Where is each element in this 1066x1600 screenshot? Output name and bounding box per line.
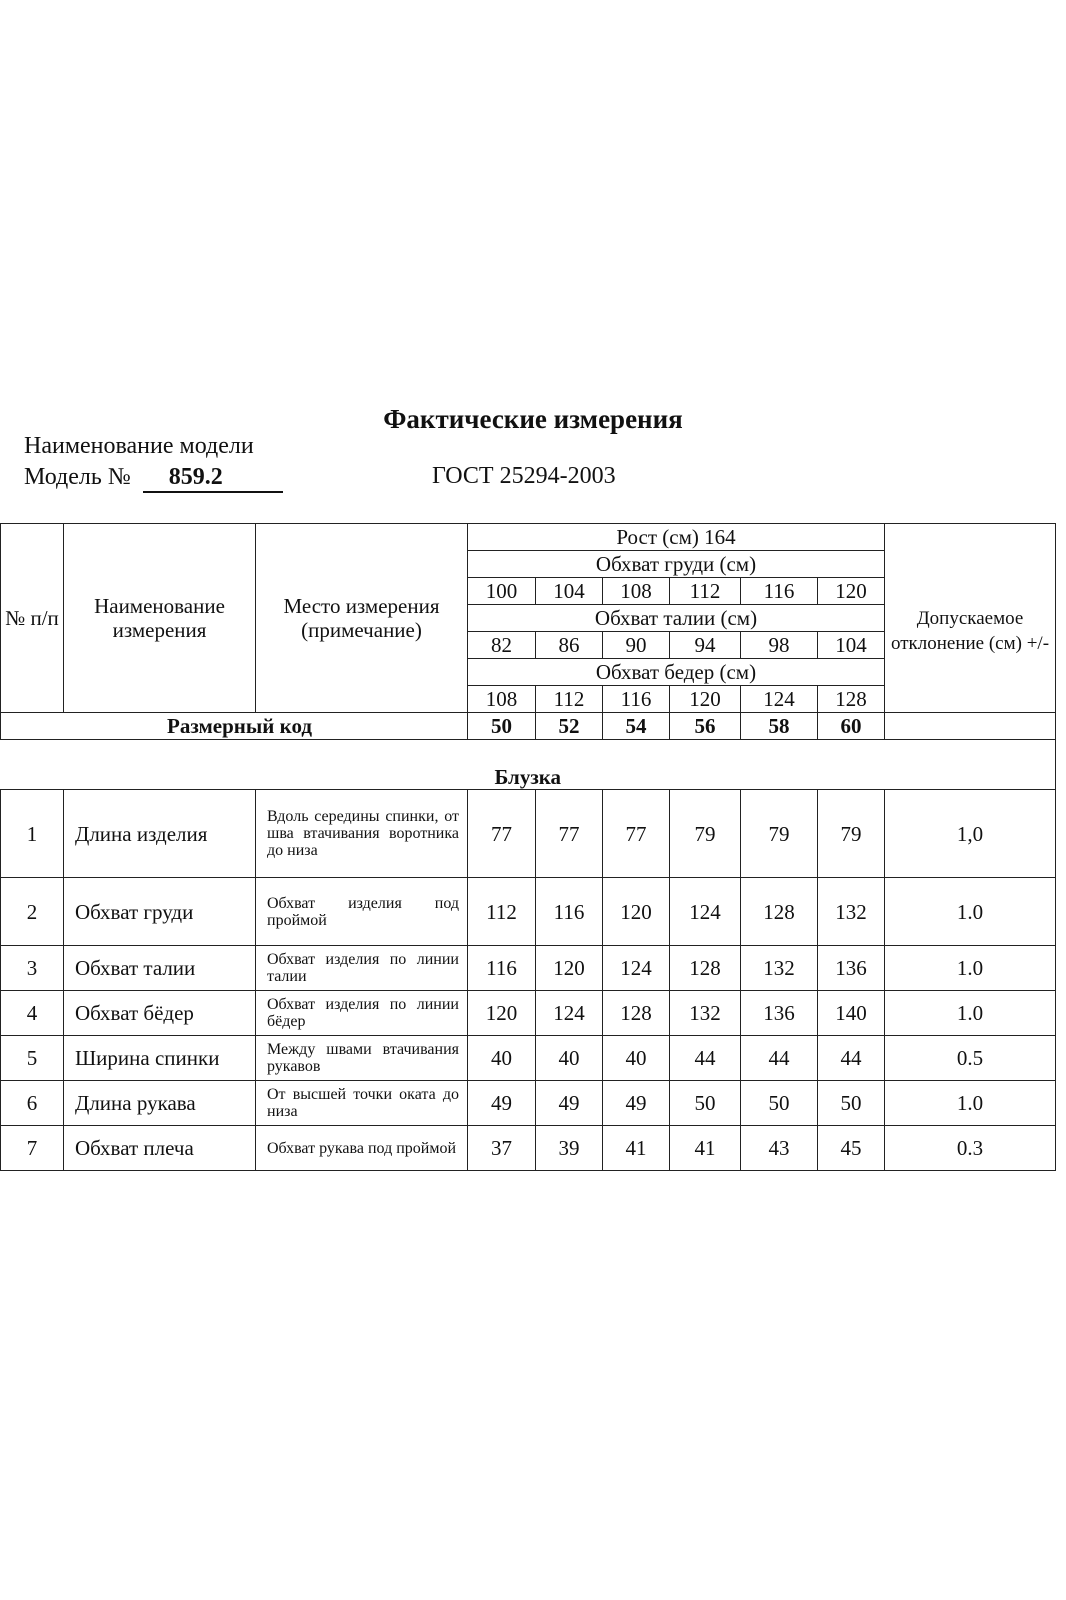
row-value: 44 (818, 1036, 885, 1081)
row-value: 77 (536, 790, 603, 878)
row-value: 44 (670, 1036, 741, 1081)
measurements-table (0, 523, 1056, 1171)
row-value: 140 (818, 991, 885, 1036)
row-value: 41 (603, 1126, 670, 1171)
waist-size: 90 (603, 632, 670, 659)
row-name: Обхват талии (64, 946, 256, 991)
row-value: 49 (603, 1081, 670, 1126)
chest-size: 104 (536, 578, 603, 605)
chest-size: 116 (741, 578, 818, 605)
table-row (1, 1126, 1056, 1171)
row-tolerance: 1,0 (885, 790, 1056, 878)
header-place: Место измерения (примечание) (256, 524, 468, 713)
page-title: Фактические измерения (383, 404, 683, 434)
chest-size: 112 (670, 578, 741, 605)
model-number: 859.2 (143, 463, 283, 493)
row-note: Обхват изделия по линии талии (256, 946, 468, 991)
row-value: 39 (536, 1126, 603, 1171)
hips-size: 116 (603, 686, 670, 713)
section-title: Блузка (1, 740, 1056, 790)
row-value: 124 (536, 991, 603, 1036)
table-row (1, 878, 1056, 946)
row-value: 124 (603, 946, 670, 991)
row-note: Обхват изделия под проймой (256, 878, 468, 946)
chest-size: 100 (468, 578, 536, 605)
gost-standard: ГОСТ 25294-2003 (432, 463, 616, 489)
row-tolerance: 1.0 (885, 946, 1056, 991)
size-code: 58 (741, 713, 818, 740)
row-tolerance: 0.5 (885, 1036, 1056, 1081)
row-name: Ширина спинки (64, 1036, 256, 1081)
size-code: 56 (670, 713, 741, 740)
row-num: 7 (1, 1126, 64, 1171)
row-tolerance: 1.0 (885, 878, 1056, 946)
row-value: 136 (741, 991, 818, 1036)
row-name: Длина изделия (64, 790, 256, 878)
row-value: 40 (536, 1036, 603, 1081)
row-num: 4 (1, 991, 64, 1036)
header-waist-label: Обхват талии (см) (468, 605, 885, 632)
row-value: 116 (536, 878, 603, 946)
size-code: 54 (603, 713, 670, 740)
row-tolerance: 1.0 (885, 991, 1056, 1036)
row-value: 41 (670, 1126, 741, 1171)
row-note: Обхват рукава под проймой (256, 1126, 468, 1171)
row-value: 132 (741, 946, 818, 991)
row-value: 128 (603, 991, 670, 1036)
row-value: 49 (536, 1081, 603, 1126)
row-value: 50 (741, 1081, 818, 1126)
header-tolerance: Допускаемое отклонение (см) +/- (885, 551, 1056, 713)
model-name-label: Наименование модели (24, 433, 254, 459)
row-value: 50 (670, 1081, 741, 1126)
row-value: 132 (670, 991, 741, 1036)
row-note: Вдоль середины спинки, от шва втачивания воротника до низа (256, 790, 468, 878)
row-num: 1 (1, 790, 64, 878)
chest-size: 120 (818, 578, 885, 605)
row-num: 5 (1, 1036, 64, 1081)
row-value: 79 (818, 790, 885, 878)
row-name: Обхват груди (64, 878, 256, 946)
row-note: Обхват изделия по линии бёдер (256, 991, 468, 1036)
table-row (1, 946, 1056, 991)
row-value: 79 (741, 790, 818, 878)
row-name: Обхват плеча (64, 1126, 256, 1171)
hips-size: 108 (468, 686, 536, 713)
table-row (1, 790, 1056, 878)
row-name: Длина рукава (64, 1081, 256, 1126)
model-no-label: Модель № (24, 464, 131, 490)
row-value: 49 (468, 1081, 536, 1126)
row-num: 2 (1, 878, 64, 946)
hips-size: 112 (536, 686, 603, 713)
hips-size: 124 (741, 686, 818, 713)
row-value: 45 (818, 1126, 885, 1171)
row-value: 37 (468, 1126, 536, 1171)
row-value: 40 (603, 1036, 670, 1081)
row-value: 77 (468, 790, 536, 878)
hips-size: 120 (670, 686, 741, 713)
row-tolerance: 0.3 (885, 1126, 1056, 1171)
header-name: Наименование измерения (64, 524, 256, 713)
row-value: 136 (818, 946, 885, 991)
table-row (1, 991, 1056, 1036)
row-value: 128 (741, 878, 818, 946)
size-code: 60 (818, 713, 885, 740)
row-value: 120 (468, 991, 536, 1036)
row-num: 3 (1, 946, 64, 991)
hips-size: 128 (818, 686, 885, 713)
row-value: 50 (818, 1081, 885, 1126)
row-note: От высшей точки оката до низа (256, 1081, 468, 1126)
chest-size: 108 (603, 578, 670, 605)
header-height: Рост (см) 164 (468, 524, 885, 551)
row-value: 128 (670, 946, 741, 991)
row-value: 116 (468, 946, 536, 991)
row-value: 79 (670, 790, 741, 878)
model-number-line (24, 463, 283, 493)
row-value: 40 (468, 1036, 536, 1081)
header-chest-label: Обхват груди (см) (468, 551, 885, 578)
row-value: 43 (741, 1126, 818, 1171)
size-code: 50 (468, 713, 536, 740)
row-value: 112 (468, 878, 536, 946)
row-value: 120 (536, 946, 603, 991)
waist-size: 104 (818, 632, 885, 659)
waist-size: 98 (741, 632, 818, 659)
size-code: 52 (536, 713, 603, 740)
row-value: 132 (818, 878, 885, 946)
row-value: 124 (670, 878, 741, 946)
header-hips-label: Обхват бедер (см) (468, 659, 885, 686)
waist-size: 94 (670, 632, 741, 659)
table-row (1, 1081, 1056, 1126)
row-value: 77 (603, 790, 670, 878)
row-name: Обхват бёдер (64, 991, 256, 1036)
size-code-blank (885, 713, 1056, 740)
row-value: 44 (741, 1036, 818, 1081)
waist-size: 86 (536, 632, 603, 659)
header-tolerance-top (885, 524, 1056, 551)
row-value: 120 (603, 878, 670, 946)
row-note: Между швами втачивания рукавов (256, 1036, 468, 1081)
size-code-label: Размерный код (1, 713, 468, 740)
size-code-row (1, 713, 1056, 740)
row-tolerance: 1.0 (885, 1081, 1056, 1126)
table-row (1, 1036, 1056, 1081)
waist-size: 82 (468, 632, 536, 659)
header-num: № п/п (1, 524, 64, 713)
row-num: 6 (1, 1081, 64, 1126)
